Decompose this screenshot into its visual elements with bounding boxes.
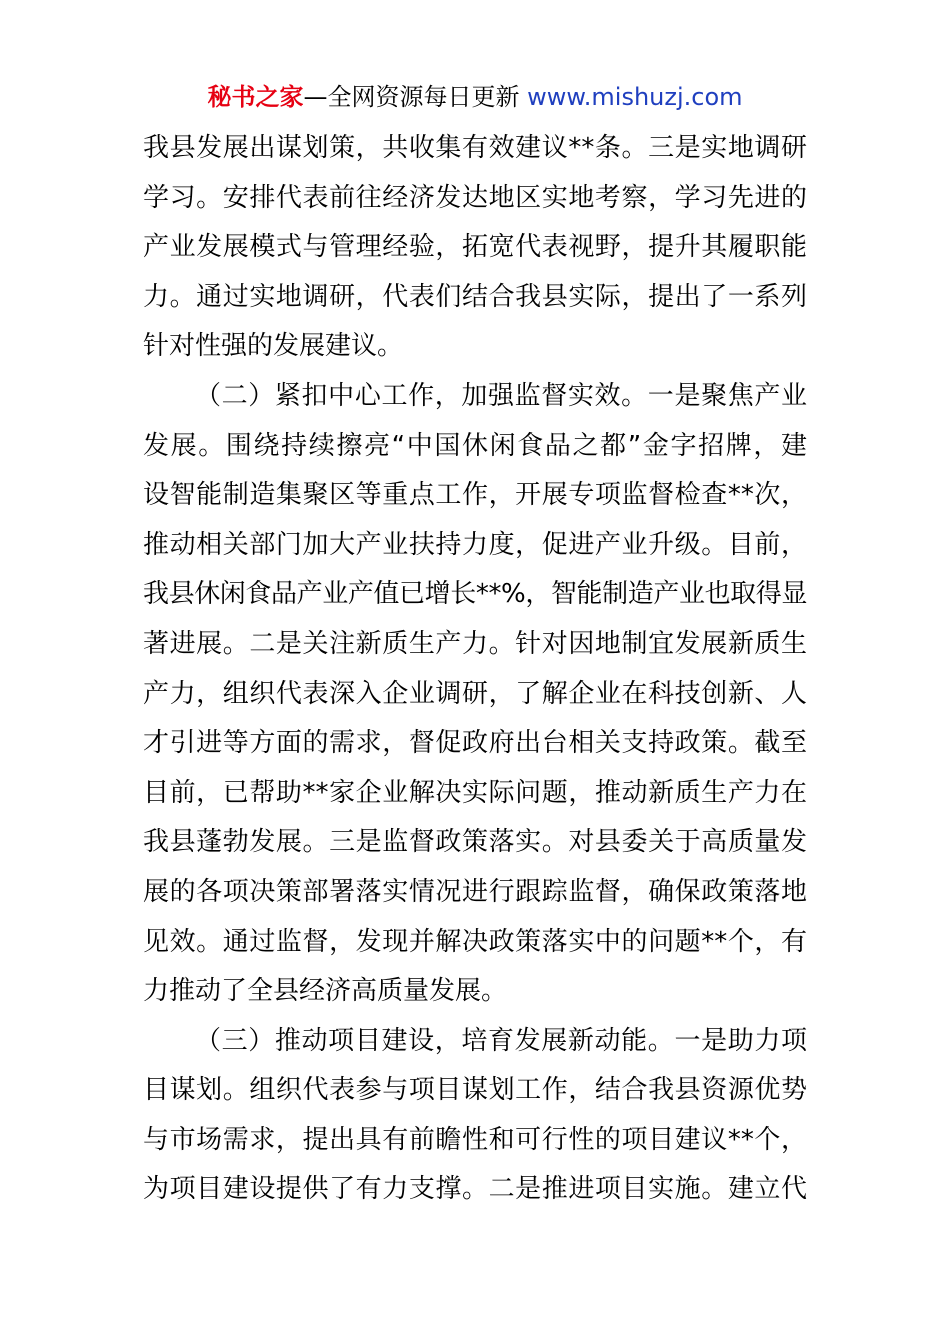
- site-url-link[interactable]: www.mishuzj.com: [527, 83, 743, 111]
- body-line: 著进展。二是关注新质生产力。针对因地制宜发展新质生: [143, 628, 807, 659]
- body-line: 针对性强的发展建议。: [143, 331, 404, 362]
- body-line: 为项目建设提供了有力支撑。二是推进项目实施。建立代: [143, 1174, 807, 1205]
- body-line: 展的各项决策部署落实情况进行跟踪监督，确保政策落地: [143, 876, 807, 907]
- body-line: 产力，组织代表深入企业调研，了解企业在科技创新、人: [143, 678, 807, 709]
- body-line: 产业发展模式与管理经验，拓宽代表视野，提升其履职能: [143, 232, 807, 263]
- section-heading-line: （三）推动项目建设，培育发展新动能。一是助力项: [195, 1025, 807, 1056]
- body-line: 目前，已帮助**家企业解决实际问题，推动新质生产力在: [143, 777, 807, 808]
- body-line: 推动相关部门加大产业扶持力度，促进产业升级。目前，: [143, 529, 807, 560]
- body-line: 学习。安排代表前往经济发达地区实地考察，学习先进的: [143, 182, 807, 213]
- body-line: 见效。通过监督，发现并解决政策落实中的问题**个，有: [143, 926, 807, 957]
- body-line: 力推动了全县经济高质量发展。: [143, 976, 508, 1007]
- site-header: [0, 80, 950, 114]
- body-line: 目谋划。组织代表参与项目谋划工作，结合我县资源优势: [143, 1075, 807, 1106]
- body-line: 我县发展出谋划策，共收集有效建议**条。三是实地调研: [143, 133, 807, 163]
- body-line: 我县蓬勃发展。三是监督政策落实。对县委关于高质量发: [143, 827, 807, 858]
- document-body: [143, 124, 807, 1215]
- body-line: 力。通过实地调研，代表们结合我县实际，提出了一系列: [143, 281, 807, 312]
- header-tagline: —全网资源每日更新: [303, 83, 528, 111]
- brand-name: 秘书之家: [207, 83, 304, 111]
- body-line: 才引进等方面的需求，督促政府出台相关支持政策。截至: [143, 728, 807, 759]
- body-line: 发展。围绕持续擦亮“中国休闲食品之都”金字招牌，建: [143, 430, 807, 461]
- body-line: 我县休闲食品产业产值已增长**%，智能制造产业也取得显: [143, 579, 807, 610]
- section-heading-line: （二）紧扣中心工作，加强监督实效。一是聚焦产业: [195, 380, 807, 411]
- body-line: 与市场需求，提出具有前瞻性和可行性的项目建议**个，: [143, 1124, 807, 1155]
- body-line: 设智能制造集聚区等重点工作，开展专项监督检查**次，: [143, 480, 807, 511]
